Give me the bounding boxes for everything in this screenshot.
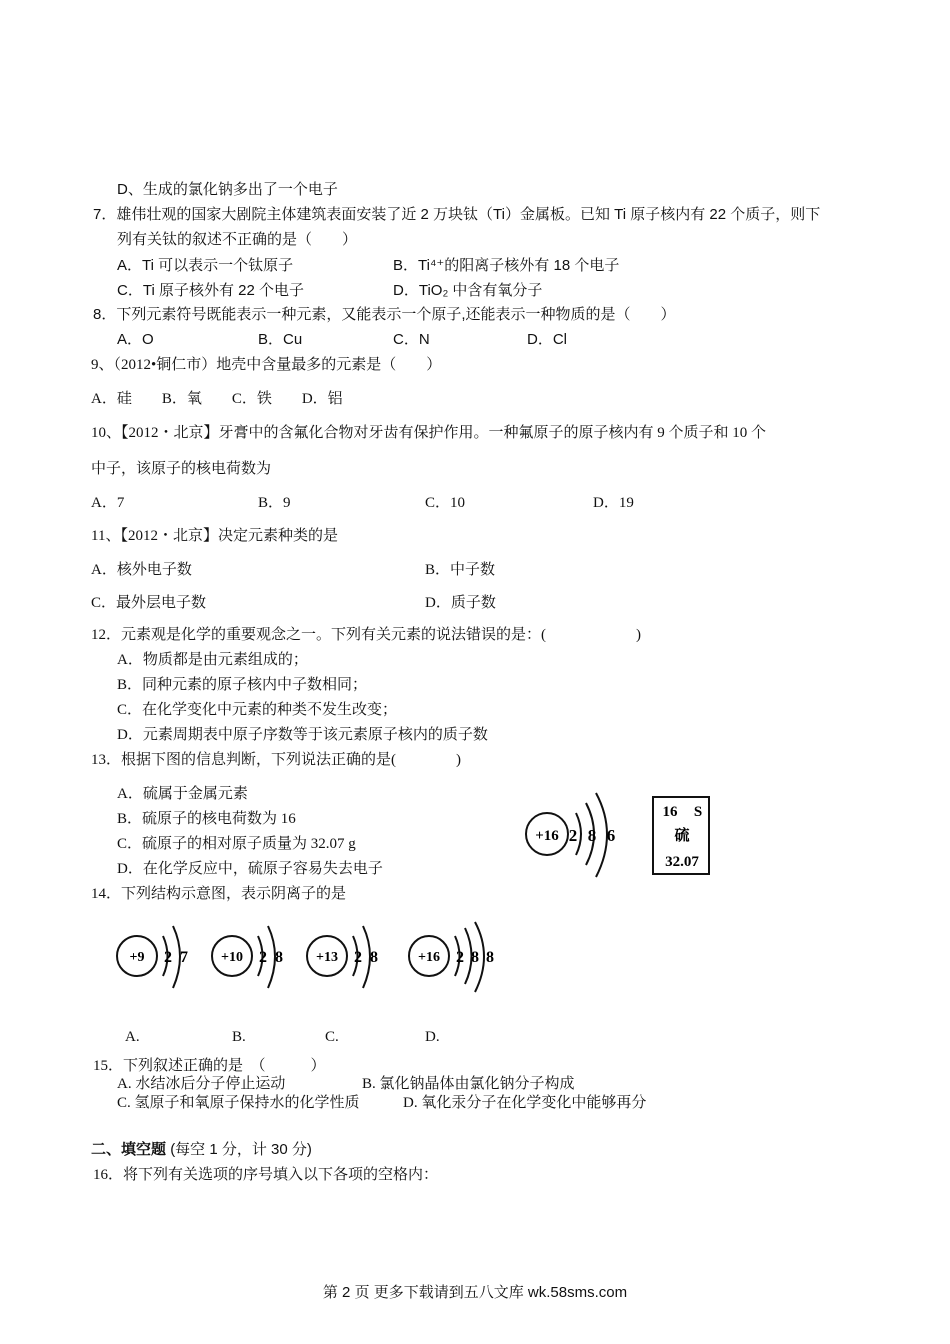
q7-option-c: C．Ti 原子核外有 22 个电子 <box>117 282 304 299</box>
q11-stem: 11、【2012・北京】决定元素种类的是 <box>91 528 338 544</box>
structure-b-label: B. <box>232 1029 246 1045</box>
q13-option-c: C．硫原子的相对原子质量为 32.07 g <box>117 836 356 852</box>
structure-c-shell-2: 8 <box>370 949 378 966</box>
structure-d-nucleus: +16 <box>418 950 440 965</box>
q7-stem-line1: 7．雄伟壮观的国家大剧院主体建筑表面安装了近 2 万块钛（Ti）金属板。已知 Ti 原子核内有 22 个质子，则下 <box>93 206 821 223</box>
structure-a-diagram <box>113 918 203 998</box>
q14-stem: 14．下列结构示意图，表示阴离子的是 <box>91 886 347 902</box>
structure-b-nucleus: +10 <box>221 950 243 965</box>
q12-option-c: C．在化学变化中元素的种类不发生改变； <box>117 702 398 718</box>
q11-option-c: C．最外层电子数 <box>91 595 207 611</box>
q10-option-d: D．19 <box>593 495 634 511</box>
structure-d-shell-3: 8 <box>486 949 494 966</box>
q7-option-b: B．Ti⁴⁺的阳离子核外有 18 个电子 <box>393 257 620 274</box>
q15-stem: 15．下列叙述正确的是 （ ） <box>93 1058 326 1074</box>
structure-d-shell-2: 8 <box>471 949 479 966</box>
q12-option-a: A．物质都是由元素组成的； <box>117 652 308 668</box>
structure-a-shell-1: 2 <box>164 949 172 966</box>
q9-options: A．硅 B．氧 C．铁 D．铝 <box>91 391 343 407</box>
q11-option-d: D．质子数 <box>425 595 496 611</box>
structure-a-shell-2: 7 <box>180 949 188 966</box>
page-footer: 第 2 页 更多下载请到五八文库 wk.58sms.com <box>322 1284 628 1301</box>
sulfur-shell-1-electrons: 2 <box>568 826 578 845</box>
q8-option-a: A．O <box>117 331 154 348</box>
q12-option-d: D．元素周期表中原子序数等于该元素原子核内的质子数 <box>117 727 488 743</box>
q8-stem: 8．下列元素符号既能表示一种元素，又能表示一个原子,还能表示一种物质的是（ ） <box>93 306 676 323</box>
section-2-title: 二、填空题 <box>91 1141 167 1158</box>
structure-b-diagram <box>208 918 298 998</box>
structure-c-label: C. <box>325 1029 339 1045</box>
q16-stem: 16．将下列有关选项的序号填入以下各项的空格内： <box>93 1167 439 1183</box>
q10-stem-line1: 10、【2012・北京】牙膏中的含氟化合物对牙齿有保护作用。一种氟原子的原子核内有 9 个质子和 10 个 <box>91 425 767 441</box>
q8-option-d: D．Cl <box>527 331 567 348</box>
q13-option-d: D．在化学反应中，硫原子容易失去电子 <box>117 861 383 877</box>
structure-c-shell-1: 2 <box>354 949 362 966</box>
q13-stem: 13．根据下图的信息判断，下列说法正确的是( ) <box>91 752 461 768</box>
q9-stem: 9、（2012•铜仁市）地壳中含量最多的元素是（ ） <box>91 357 442 373</box>
sulfur-shell-2-electrons: 8 <box>587 826 597 845</box>
section-2-note: (每空 1 分，计 30 分) <box>170 1141 312 1158</box>
q15-option-a: A. 水结冰后分子停止运动 <box>117 1076 286 1092</box>
q15-option-b: B. 氯化钠晶体由氯化钠分子构成 <box>362 1076 575 1092</box>
structure-b-shell-2: 8 <box>275 949 283 966</box>
structure-a-label: A. <box>125 1029 140 1045</box>
q10-option-c: C．10 <box>425 495 466 511</box>
element-card-number: 16 <box>662 804 678 820</box>
sulfur-nucleus-charge: +16 <box>535 828 559 844</box>
q11-option-b: B．中子数 <box>425 562 496 578</box>
structure-b-shell-1: 2 <box>259 949 267 966</box>
structure-a-nucleus: +9 <box>129 950 145 965</box>
q13-option-b: B．硫原子的核电荷数为 16 <box>117 811 296 827</box>
q8-option-b: B．Cu <box>258 331 303 348</box>
q8-option-c: C．N <box>393 331 430 348</box>
structure-d-shell-1: 2 <box>456 949 464 966</box>
q7-stem-line2: 列有关钛的叙述不正确的是（ ） <box>117 231 358 248</box>
structure-d-label: D. <box>425 1029 440 1045</box>
structure-c-diagram <box>303 918 393 998</box>
section-2-heading <box>91 1140 312 1160</box>
q7-option-a: A．Ti 可以表示一个钛原子 <box>117 257 294 274</box>
q10-option-b: B．9 <box>258 495 291 511</box>
q12-stem: 12．元素观是化学的重要观念之一。下列有关元素的说法错误的是：( ) <box>91 627 641 643</box>
structure-c-nucleus: +13 <box>316 950 338 965</box>
element-card-name: 硫 <box>674 828 690 844</box>
sulfur-atom-structure-diagram <box>520 785 630 885</box>
element-card-mass: 32.07 <box>665 854 699 870</box>
structure-d-diagram <box>405 918 505 998</box>
q12-option-b: B．同种元素的原子核内中子数相同； <box>117 677 368 693</box>
q11-option-a: A．核外电子数 <box>91 562 192 578</box>
element-card-symbol: S <box>693 804 703 820</box>
sulfur-element-card <box>652 796 712 876</box>
q13-option-a: A．硫属于金属元素 <box>117 786 248 802</box>
q10-stem-line2: 中子，该原子的核电荷数为 <box>91 461 272 477</box>
q6-option-d: D、生成的氯化钠多出了一个电子 <box>117 181 338 198</box>
q10-option-a: A．7 <box>91 495 125 511</box>
q7-option-d: D．TiO₂ 中含有氧分子 <box>393 282 543 299</box>
sulfur-shell-3-electrons: 6 <box>606 826 616 845</box>
q15-option-d: D. 氧化汞分子在化学变化中能够再分 <box>403 1095 647 1111</box>
q15-option-c: C. 氢原子和氧原子保持水的化学性质 <box>117 1095 360 1111</box>
